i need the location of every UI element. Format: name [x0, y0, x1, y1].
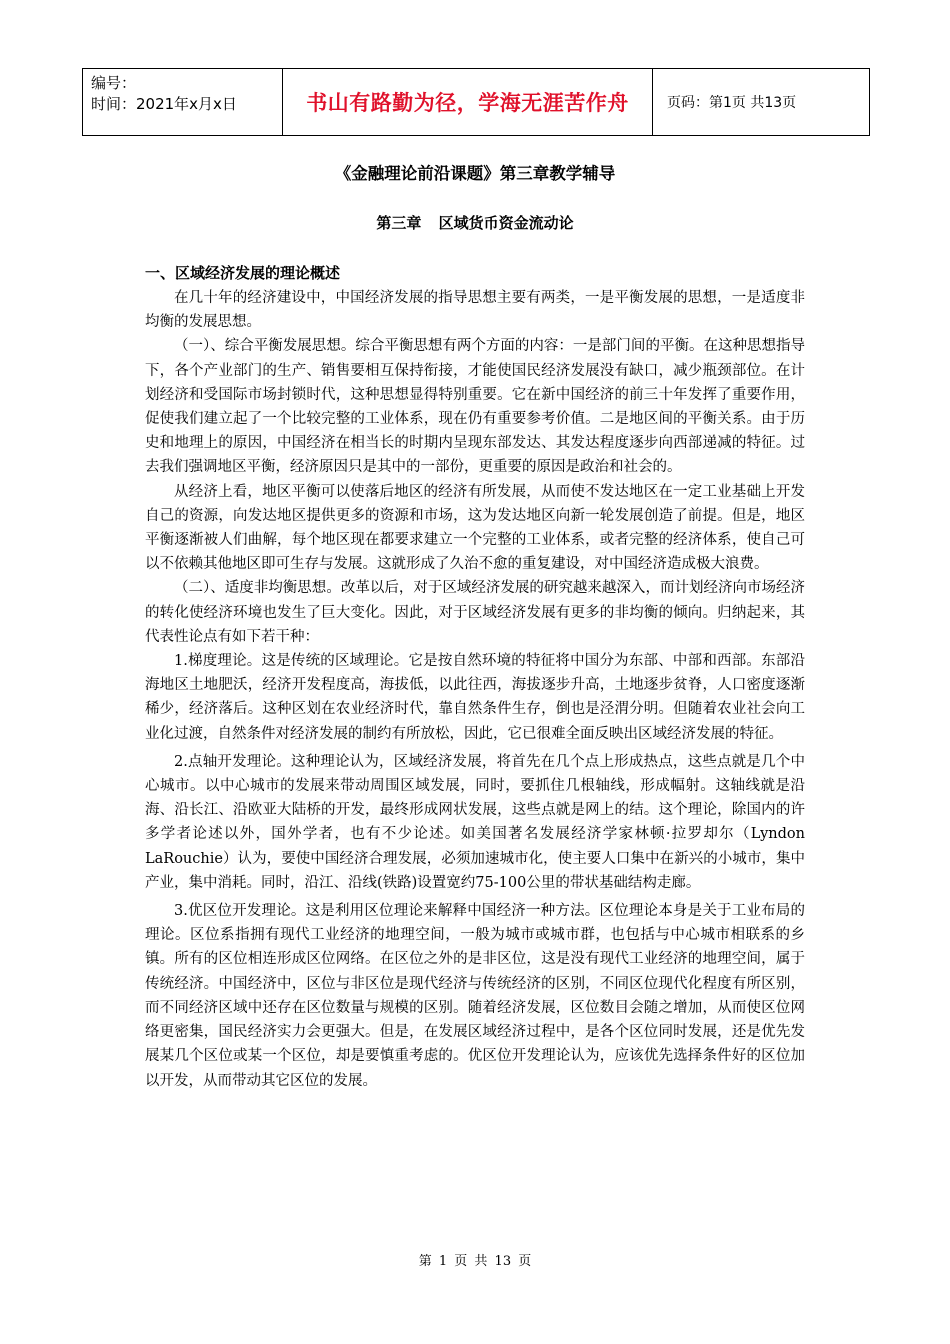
paragraph: 3.优区位开发理论。这是利用区位理论来解释中国经济一种方法。区位理论本身是关于工业布局的理论。区位系指拥有现代工业经济的地理空间，一般为城市或城市群，也包括与中心城市相联系的乡镇。所有的区位相连形成区位网络。在区位之外的是非区位，这是没有现代工业经济的地理空间，属于传统经济。中国经济中，区位与非区位是现代经济与传统经济的区别，不同区位现代化程度有所区别，而不同经济区域中还存在区位数量与规模的区别。随着经济发展，区位数目会随之增加，从而使区位网络更密集，国民经济实力会更强大。但是，在发展区域经济过程中，是各个区位同时发展，还是优先发展某几个区位或某一个区位，却是要慎重考虑的。优区位开发理论认为，应该优先选择条件好的区位加以开发，从而带动其它区位的发展。	[145, 903, 805, 1089]
paragraph: 1.梯度理论。这是传统的区域理论。它是按自然环境的特征将中国分为东部、中部和西部。东部沿海地区土地肥沃，经济开发程度高，海拔低，以此往西，海拔逐步升高，土地逐步贫脊，人口密度逐渐稀少，经济落后。这种区划在农业经济时代，靠自然条件生存，倒也是泾渭分明。但随着农业社会向工业化过渡，自然条件对经济发展的制约有所放松，因此，它已很难全面反映出区域经济发展的特征。	[145, 653, 805, 742]
header-table	[82, 68, 870, 136]
body-text	[145, 286, 805, 1093]
chapter-title: 第三章 区域货币资金流动论	[376, 214, 574, 232]
paragraph: 2.点轴开发理论。这种理论认为，区域经济发展，将首先在几个点上形成热点，这些点就是几个中心城市。以中心城市的发展来带动周围区域发展，同时，要抓住几根轴线，形成幅射。这轴线就是沿海、沿长江、沿欧亚大陆桥的开发，最终形成网状发展，这些点就是网上的结。这个理论，除国内的许多学者论述以外，国外学者，也有不少论述。如美国著名发展经济学家林顿·拉罗却尔（Lyndon LaRouchie）认为，要使中国经济合理发展，必须加速城市化，使主要人口集中在新兴的小城市，集中产业，集中消耗。同时，沿江、沿线(铁路)设置宽约75-100公里的带状基础结构走廊。	[145, 753, 805, 891]
page-info: 页码：第1页 共13页	[667, 95, 797, 111]
paragraph: 在几十年的经济建设中，中国经济发展的指导思想主要有两类，一是平衡发展的思想，一是适度非均衡的发展思想。	[145, 290, 805, 331]
section-heading: 一、区域经济发展的理论概述	[145, 264, 341, 282]
motto: 书山有路勤为径，学海无涯苦作舟	[283, 69, 653, 135]
paragraph: 从经济上看，地区平衡可以使落后地区的经济有所发展，从而使不发达地区在一定工业基础上开发自己的资源，向发达地区提供更多的资源和市场，这为发达地区向新一轮发展创造了前提。但是，地区平衡逐渐被人们曲解，每个地区现在都要求建立一个完整的工业体系，或者完整的经济体系，使自己可以不依赖其他地区即可生存与发展。这就形成了久治不愈的重复建设，对中国经济造成极大浪费。	[145, 483, 805, 573]
document-title: 《金融理论前沿课题》第三章教学辅导	[334, 164, 616, 183]
paragraph: （一）、综合平衡发展思想。综合平衡思想有两个方面的内容：一是部门间的平衡。在这种思想指导下，各个产业部门的生产、销售要相互保持衔接，才能使国民经济发展没有缺口，减少瓶颈部位。在计划经济和受国际市场封锁时代，这种思想显得特别重要。它在新中国经济的前三十年发挥了重要作用，促使我们建立起了一个比较完整的工业体系，现在仍有重要参考价值。二是地区间的平衡关系。由于历史和地理上的原因，中国经济在相当长的时期内呈现东部发达、其发达程度逐步向西部递减的特征。过去我们强调地区平衡，经济原因只是其中的一部份，更重要的原因是政治和社会的。	[145, 338, 805, 476]
doc-number-label: 编号：	[91, 74, 137, 92]
page-footer: 第 1 页 共 13 页	[418, 1254, 532, 1269]
header-meta-cell	[83, 69, 283, 135]
date-label: 时间：2021年x月x日	[91, 95, 237, 113]
paragraph: （二）、适度非均衡思想。改革以后，对于区域经济发展的研究越来越深入，而计划经济向市场经济的转化使经济环境也发生了巨大变化。因此，对于区域经济发展有更多的非均衡的倾向。归纳起来，其代表性论点有如下若干种：	[145, 580, 805, 645]
